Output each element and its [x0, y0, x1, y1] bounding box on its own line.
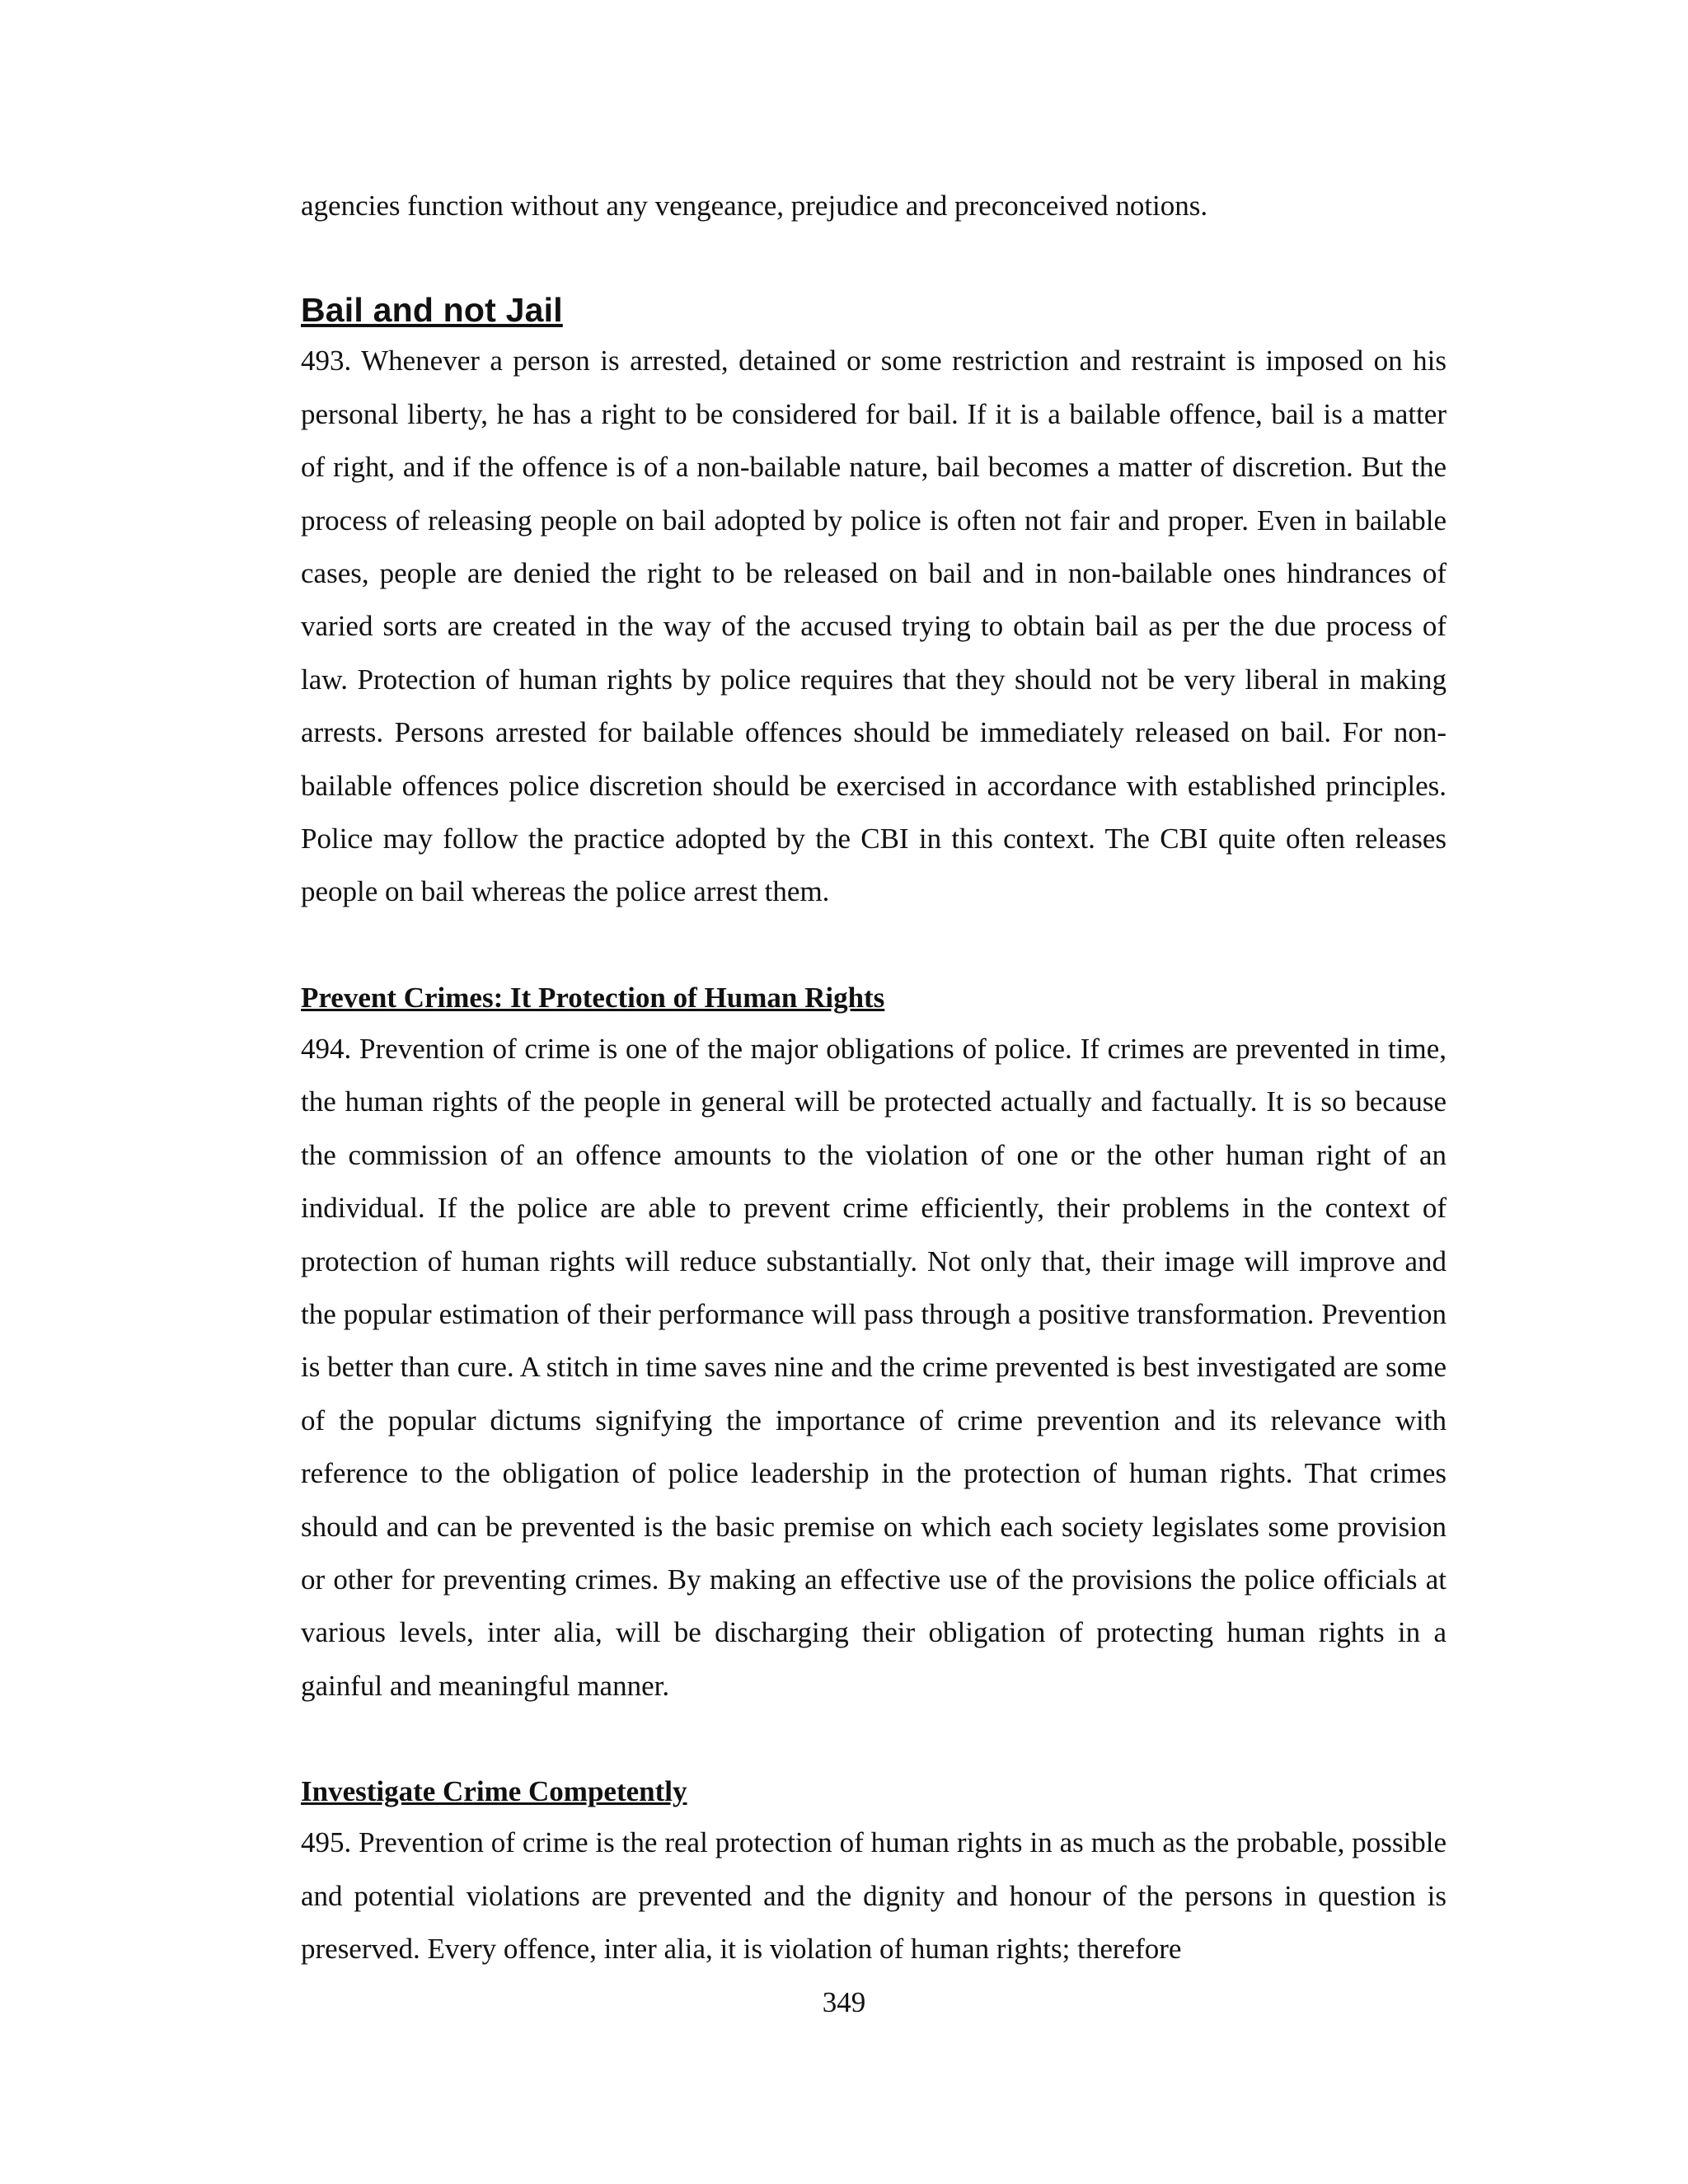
lead-paragraph: agencies function without any vengeance, prejudice and preconceived notions. [301, 190, 1208, 222]
section-heading-prevent-crimes: Prevent Crimes: It Protection of Human Rights [301, 981, 885, 1014]
paragraph-494: 494. Prevention of crime is one of the major obligations of police. If crimes are prevented in time, the human rights of the people in general will be protected actually and factually. It is so because the commission of an offence amounts to the violation of one or the other human right of an individual. If the police are able to prevent crime efficiently, their problems in the context of protection of human rights will reduce substantially. Not only that, their image will improve and the popular estimation of their performance will pass through a positive transformation. Prevention is better than cure. A stitch in time saves nine and the crime prevented is best investigated are some of the popular dictums signifying the importance of crime prevention and its relevance with reference to the obligation of police leadership in the protection of human rights. That crimes should and can be prevented is the basic premise on which each society legislates some provision or other for preventing crimes. By making an effective use of the provisions the police officials at various levels, inter alia, will be discharging their obligation of protecting human rights in a gainful and meaningful manner. [301, 1032, 1447, 1702]
section-heading-bail: Bail and not Jail [301, 291, 563, 330]
page-number: 349 [822, 1986, 866, 2018]
document-page [301, 180, 1447, 1975]
section-heading-investigate: Investigate Crime Competently [301, 1775, 687, 1808]
paragraph-493: 493. Whenever a person is arrested, detained or some restriction and restraint is imposed on his personal liberty, he has a right to be considered for bail. If it is a bailable offence, bail is a matter of right, and if the offence is of a non-bailable nature, bail becomes a matter of discretion. But the process of releasing people on bail adopted by police is often not fair and proper. Even in bailable cases, people are denied the right to be released on bail and in non-bailable ones hindrances of varied sorts are created in the way of the accused trying to obtain bail as per the due process of law. Protection of human rights by police requires that they should not be very liberal in making arrests. Persons arrested for bailable offences should be immediately released on bail. For non-bailable offences police discretion should be exercised in accordance with established principles. Police may follow the practice adopted by the CBI in this context. The CBI quite often releases people on bail whereas the police arrest them. [301, 344, 1447, 908]
paragraph-495: 495. Prevention of crime is the real protection of human rights in as much as the probable, possible and potential violations are prevented and the dignity and honour of the persons in question is preserved. Every offence, inter alia, it is violation of human rights; therefore [301, 1826, 1447, 1965]
